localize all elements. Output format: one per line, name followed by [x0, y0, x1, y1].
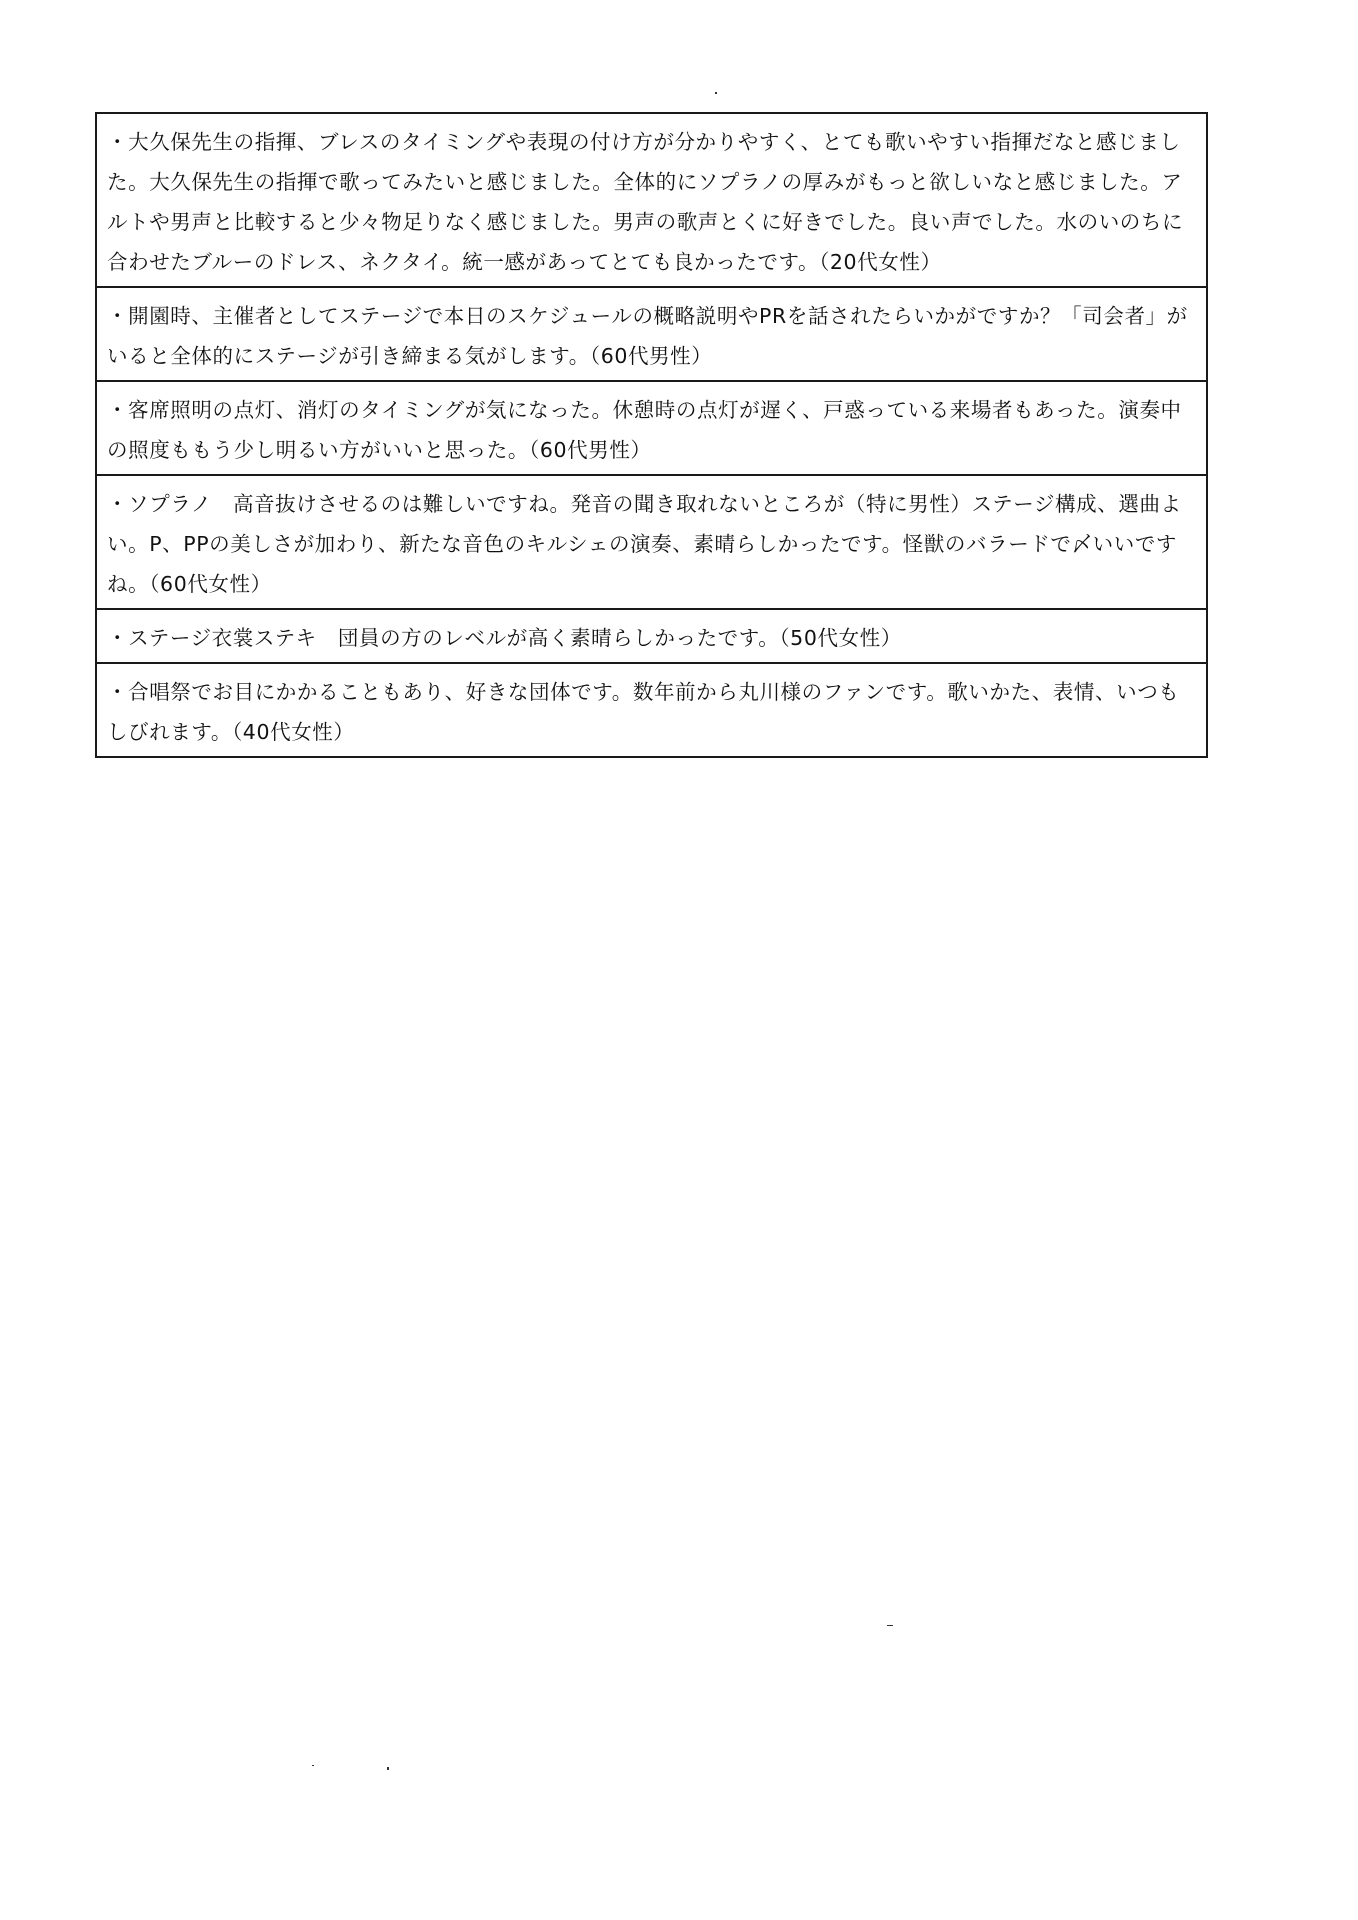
scan-speck [312, 1765, 314, 1766]
comment-row-1: ・大久保先生の指揮、ブレスのタイミングや表現の付け方が分かりやすく、とても歌いやすい指揮だなと感じました。大久保先生の指揮で歌ってみたいと感じました。全体的にソプラノの厚みがもっと欲しいなと感じました。アルトや男声と比較すると少々物足りなく感じました。男声の歌声とくに好きでした。良い声でした。水のいのちに合わせたブルーのドレス、ネクタイ。統一感があってとても良かったです。（20代女性） [107, 130, 1184, 274]
scan-speck [715, 92, 717, 94]
comment-row-4: ・ソプラノ 高音抜けさせるのは難しいですね。発音の聞き取れないところが（特に男性）ステージ構成、選曲よい。P、PPの美しさが加わり、新たな音色のキルシェの演奏、素晴らしかったです。怪獣のバラードで〆いいですね。（60代女性） [97, 474, 1206, 608]
comments-table [95, 112, 1208, 758]
comment-row-2: ・開園時、主催者としてステージで本日のスケジュールの概略説明やPRを話されたらいかがですか？「司会者」がいると全体的にステージが引き締まる気がします。（60代男性） [97, 286, 1206, 380]
comment-row-3: ・客席照明の点灯、消灯のタイミングが気になった。休憩時の点灯が遅く、戸惑っている来場者もあった。演奏中の照度ももう少し明るい方がいいと思った。（60代男性） [97, 380, 1206, 474]
comment-row-6: ・合唱祭でお目にかかることもあり、好きな団体です。数年前から丸川様のファンです。歌いかた、表情、いつもしびれます。（40代女性） [97, 662, 1206, 756]
scan-speck [387, 1767, 389, 1770]
comment-row-5: ・ステージ衣裳ステキ 団員の方のレベルが高く素晴らしかったです。（50代女性） [97, 608, 1206, 662]
scan-speck [887, 1625, 893, 1626]
